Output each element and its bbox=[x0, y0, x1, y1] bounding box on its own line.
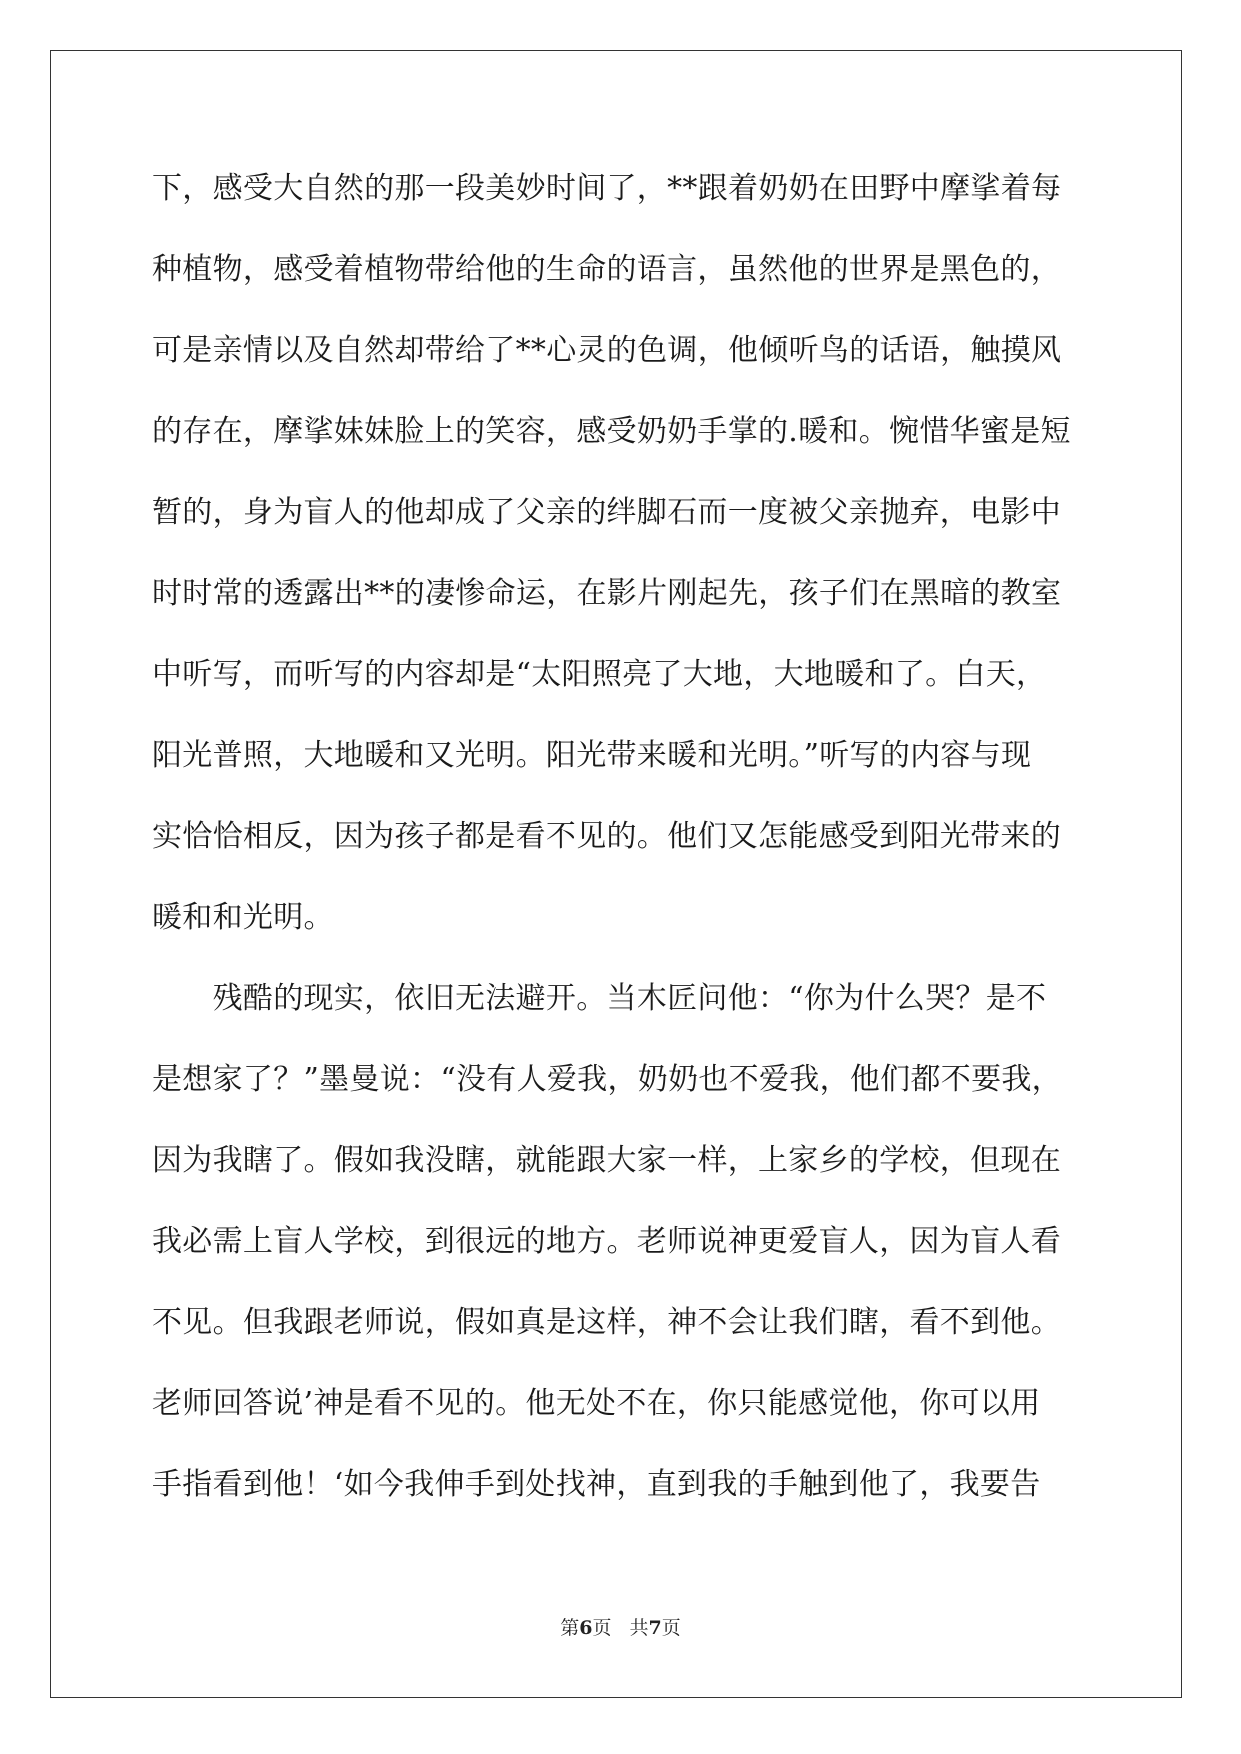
text-line: 时时常的透露出**的凄惨命运，在影片刚起先，孩子们在黑暗的教室 bbox=[152, 576, 1062, 611]
text-line: 暖和和光明。 bbox=[152, 900, 334, 935]
page-unit: 页 bbox=[592, 1617, 612, 1639]
text-line: 不见。但我跟老师说，假如真是这样，神不会让我们瞎，看不到他。 bbox=[152, 1305, 1061, 1340]
text-line: 暂的，身为盲人的他却成了父亲的绊脚石而一度被父亲抛弃，电影中 bbox=[152, 495, 1061, 530]
text-line: 实恰恰相反，因为孩子都是看不见的。他们又怎能感受到阳光带来的 bbox=[152, 819, 1061, 854]
paragraph-start-line: 残酷的现实，依旧无法避开。当木匠问他：“你为什么哭？是不 bbox=[152, 981, 1047, 1016]
page-prefix: 第 bbox=[560, 1617, 580, 1639]
page-current-number: 6 bbox=[579, 1617, 593, 1639]
text-line: 的存在，摩挲妹妹脸上的笑容，感受奶奶手掌的.暖和。惋惜华蜜是短 bbox=[152, 414, 1071, 449]
total-prefix: 共 bbox=[629, 1617, 649, 1639]
text-line: 我必需上盲人学校，到很远的地方。老师说神更爱盲人，因为盲人看 bbox=[152, 1224, 1061, 1259]
total-unit: 页 bbox=[661, 1617, 681, 1639]
text-line: 是想家了？”墨曼说：“没有人爱我，奶奶也不爱我，他们都不要我， bbox=[152, 1062, 1062, 1097]
text-line: 下，感受大自然的那一段美妙时间了，**跟着奶奶在田野中摩挲着每 bbox=[152, 171, 1062, 206]
text-line: 中听写，而听写的内容却是“太阳照亮了大地，大地暖和了。白天， bbox=[152, 657, 1047, 692]
text-line: 阳光普照，大地暖和又光明。阳光带来暖和光明。”听写的内容与现 bbox=[152, 738, 1032, 773]
text-line: 老师回答说’神是看不见的。他无处不在，你只能感觉他，你可以用 bbox=[152, 1386, 1041, 1421]
page-total-number: 7 bbox=[648, 1617, 662, 1639]
text-line: 可是亲情以及自然却带给了**心灵的色调，他倾听鸟的话语，触摸风 bbox=[152, 333, 1062, 368]
text-line: 种植物，感受着植物带给他的生命的语言，虽然他的世界是黑色的， bbox=[152, 252, 1061, 287]
document-body bbox=[152, 160, 1096, 1537]
text-line: 手指看到他！‘如今我伸手到处找神，直到我的手触到他了，我要告 bbox=[152, 1467, 1041, 1502]
text-line: 因为我瞎了。假如我没瞎，就能跟大家一样，上家乡的学校，但现在 bbox=[152, 1143, 1061, 1178]
page-footer bbox=[0, 1616, 1241, 1640]
